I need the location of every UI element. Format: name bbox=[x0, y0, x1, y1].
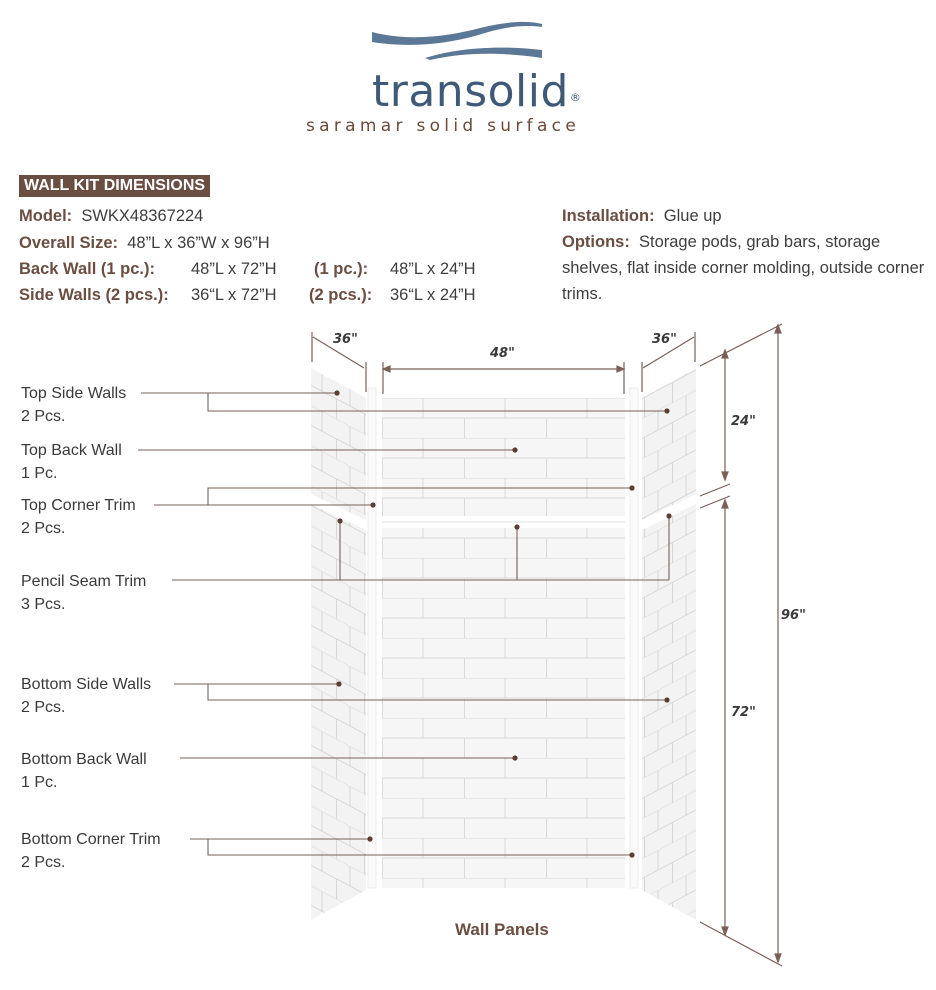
callout-name: Top Corner Trim bbox=[21, 497, 136, 514]
callout-qty: 1 Pc. bbox=[21, 465, 58, 482]
spec-side-walls-value: 36“L x 72”H bbox=[191, 286, 277, 304]
spec-installation-value: Glue up bbox=[663, 207, 722, 225]
spec-back-wall-top-label-text: (1 pc.): bbox=[314, 260, 369, 278]
callout-qty: 2 Pcs. bbox=[21, 520, 66, 537]
spec-options-value: Storage pods, grab bars, storage shelves, flat inside corner molding, outside corner trims. bbox=[562, 233, 925, 303]
dim-back-width: 48" bbox=[490, 346, 515, 361]
spec-side-walls-label: Side Walls (2 pcs.): bbox=[19, 286, 169, 304]
spec-back-wall-label: Back Wall (1 pc.): bbox=[19, 260, 156, 278]
callout-name: Pencil Seam Trim bbox=[21, 573, 147, 590]
top-right-side-wall-panel bbox=[642, 368, 696, 520]
callout-name: Top Side Walls bbox=[21, 385, 127, 402]
dim-left-width: 36" bbox=[333, 332, 358, 347]
left-corner-trim bbox=[368, 388, 376, 888]
top-back-wall-panel bbox=[382, 398, 625, 516]
callout-bottom-back-wall bbox=[21, 748, 147, 794]
callout-qty: 3 Pcs. bbox=[21, 596, 66, 613]
width-dimensions bbox=[312, 332, 695, 394]
spec-overall-size-label: Overall Size: bbox=[19, 234, 119, 252]
brand-name-text: transolid bbox=[372, 66, 569, 117]
dim-top-height: 24" bbox=[731, 414, 756, 429]
callout-name: Bottom Side Walls bbox=[21, 676, 152, 693]
spec-back-wall-top-value: 48”L x 24”H bbox=[390, 260, 476, 278]
bottom-back-wall-panel bbox=[382, 528, 625, 888]
callout-bottom-corner-trim bbox=[21, 828, 161, 874]
callout-qty: 2 Pcs. bbox=[21, 699, 66, 716]
spec-options-label: Options: bbox=[562, 233, 630, 251]
callout-qty: 1 Pc. bbox=[21, 774, 58, 791]
callout-name: Bottom Corner Trim bbox=[21, 831, 161, 848]
spec-model-label: Model: bbox=[19, 207, 73, 225]
spec-installation-label: Installation: bbox=[562, 207, 655, 225]
spec-overall-size-value: 48”L x 36”W x 96”H bbox=[127, 234, 270, 252]
spec-side-walls-top-label-text: (2 pcs.): bbox=[309, 286, 373, 304]
callout-top-side-walls bbox=[21, 382, 126, 428]
brand-tagline: saramar solid surface bbox=[306, 116, 581, 136]
top-left-side-wall-panel bbox=[311, 368, 366, 520]
callout-qty: 2 Pcs. bbox=[21, 408, 66, 425]
dim-total-height: 96" bbox=[781, 608, 806, 623]
registered-mark: ® bbox=[569, 91, 582, 104]
callout-name: Top Back Wall bbox=[21, 442, 122, 459]
dim-bottom-height: 72" bbox=[731, 705, 756, 720]
spec-back-wall-value: 48”L x 72”H bbox=[191, 260, 277, 278]
spec-model-value: SWKX48367224 bbox=[81, 207, 204, 225]
callout-top-back-wall bbox=[21, 439, 122, 485]
right-corner-trim bbox=[630, 388, 638, 888]
diagram-caption: Wall Panels bbox=[455, 920, 549, 939]
spec-side-walls-top-value: 36“L x 24”H bbox=[390, 286, 476, 304]
callout-pencil-seam-trim bbox=[21, 570, 146, 616]
callout-bottom-side-walls bbox=[21, 673, 151, 719]
dim-right-width: 36" bbox=[652, 332, 677, 347]
callout-top-corner-trim bbox=[21, 494, 136, 540]
section-title: WALL KIT DIMENSIONS bbox=[19, 175, 210, 197]
callout-name: Bottom Back Wall bbox=[21, 751, 147, 768]
bottom-left-side-wall-panel bbox=[311, 504, 366, 920]
callout-qty: 2 Pcs. bbox=[21, 854, 66, 871]
